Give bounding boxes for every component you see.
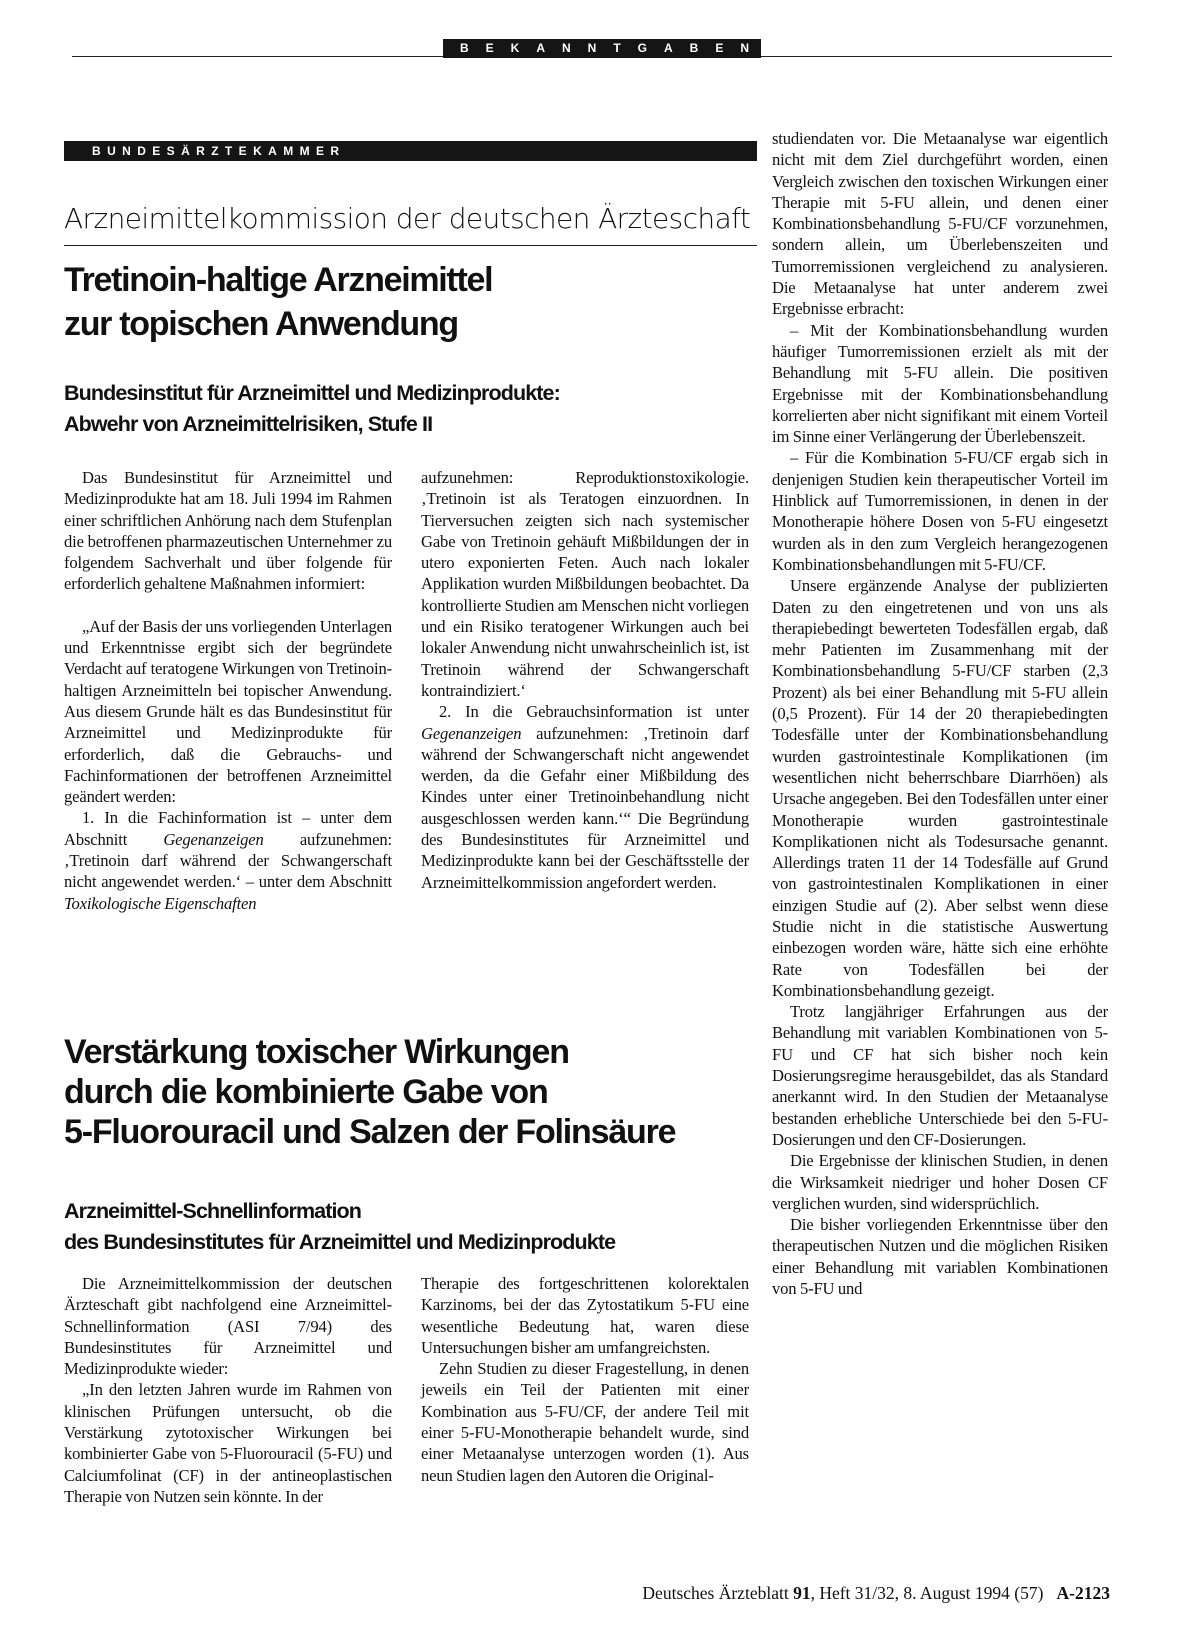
article1-paragraph: Das Bundesinstitut für Arzneimittel und Medizinprodukte hat am 18. Juli 1994 im Rahmen einer schriftlichen Anhörung nach dem Stufenplan die betroffenen pharmazeutischen Unternehmer zu folgendem Sachverhalt und über folgende für erforderlich gehaltene Maßnahmen informiert: bbox=[64, 468, 392, 594]
page-footer bbox=[560, 1583, 1110, 1604]
article1-subtitle bbox=[64, 378, 764, 440]
article2-subtitle bbox=[64, 1196, 764, 1258]
article1-title-line2: zur topischen Anwendung bbox=[64, 305, 458, 343]
article2-paragraph: – Mit der Kombinationsbehandlung wurden häufiger Tumorremissionen erzielt als mit der Behandlung mit 5-FU allein. Die positiven Ergebnisse mit der Kombinationsbehandlung korrelierten aber nicht signifikant mit einem Vorteil im Sinne einer Verlängerung der Überlebenszeit. bbox=[772, 320, 1108, 447]
article2-title-line1: Verstärkung toxischer Wirkungen bbox=[64, 1033, 569, 1071]
article1-column1 bbox=[64, 467, 392, 914]
article1-subtitle-line1: Bundesinstitut für Arzneimittel und Medizinprodukte: bbox=[64, 381, 560, 405]
article2-title-line2: durch die kombinierte Gabe von bbox=[64, 1073, 548, 1111]
article1-subtitle-line2: Abwehr von Arzneimittelrisiken, Stufe II bbox=[64, 412, 433, 436]
kicker-rule bbox=[64, 245, 757, 246]
article1-paragraph: aufzunehmen: Reproduktionstoxikologie. ‚Tretinoin ist als Teratogen einzuordnen. In Tierversuchen zeigten sich nach systemischer Gabe von Tretinoin gehäuft Mißbildungen der in utero exponierten Feten. Auch nach lokaler Applikation wurden Mißbildungen beobachtet. Da kontrollierte Studien am Menschen nicht vorliegen und ein Risiko teratogener Wirkungen auch bei lokaler Anwendung nicht unwahrscheinlich ist, ist Tretinoin während der Schwangerschaft kontraindiziert.‘ bbox=[421, 468, 749, 700]
text-run: aufzunehmen: ‚Tretinoin darf während der Schwangerschaft nicht angewendet werden, da die Gefahr einer Mißbildung des Kindes unter einer Tretinoinbehandlung nicht ausgeschlossen werden kann.‘“ Die Begründung des Bundesinstitutes für Arzneimittel und Medizinprodukte kann bei der Geschäftsstelle der Arzneimittelkommission angefordert werden. bbox=[421, 723, 749, 892]
article2-paragraph: Die Ergebnisse der klinischen Studien, in denen die Wirksamkeit niedriger und hoher Dosen CF verglichen wurden, sind widersprüchlich. bbox=[772, 1151, 1108, 1213]
article2-column3 bbox=[772, 128, 1108, 1299]
article1-kicker: Arzneimittelkommission der deutschen Ärzteschaft bbox=[64, 202, 751, 235]
article2-paragraph: studiendaten vor. Die Metaanalyse war eigentlich nicht mit dem Ziel durchgeführt worden, einen Vergleich zwischen den toxischen Wirkungen einer Therapie mit 5-FU allein, und denen einer Kombinationsbehandlung 5-FU/CF vorzunehmen, sondern allein, um Überlebenszeiten und Tumorremissionen vergleichend zu analysieren. Die Metaanalyse hat unter anderem zwei Ergebnisse erbracht: bbox=[772, 129, 1108, 319]
journal-name: Deutsches Ärzteblatt bbox=[642, 1583, 789, 1603]
article2-paragraph: „In den letzten Jahren wurde im Rahmen von klinischen Prüfungen untersucht, ob die Verstärkung zytotoxischer Wirkungen bei kombinierter Gabe von 5-Fluorouracil (5-FU) und Calciumfolinat (CF) in der antineoplastischen Therapie von Nutzen sein könnte. In der bbox=[64, 1380, 392, 1506]
issue-info: , Heft 31/32, 8. August 1994 (57) bbox=[810, 1583, 1044, 1603]
article2-title-line3: 5-Fluorouracil und Salzen der Folinsäure bbox=[64, 1113, 676, 1151]
text-run: 1. In die Fachinformation ist – unter dem Abschnitt bbox=[64, 808, 392, 849]
article2-paragraph: Die Arzneimittelkommission der deutschen Ärzteschaft gibt nachfolgend eine Arzneimittel-Schnellinformation (ASI 7/94) des Bundesinstitutes für Arzneimittel und Medizinprodukte wieder: bbox=[64, 1274, 392, 1379]
text-run: aufzunehmen: ‚Tretinoin darf während der Schwangerschaft nicht angewendet werden.‘ – unter dem Abschnitt bbox=[64, 829, 393, 892]
article2-column1 bbox=[64, 1273, 392, 1507]
article1-paragraph: „Auf der Basis der uns vorliegenden Unterlagen und Erkenntnisse ergibt sich der begründete Verdacht auf teratogene Wirkungen von Tretinoin-haltigen Arzneimitteln bei topischer Anwendung. Aus diesem Grunde hält es das Bundesinstitut für Arzneimittel und Medizinprodukte für erforderlich, daß die Gebrauchs- und Fachinformationen der betroffenen Arzneimittel geändert werden: bbox=[64, 616, 392, 807]
article1-paragraph bbox=[421, 701, 749, 893]
text-run: 2. In die Gebrauchsinformation ist unter bbox=[439, 702, 749, 722]
page-number: A-2123 bbox=[1056, 1583, 1110, 1603]
article2-subtitle-line1: Arzneimittel-Schnellinformation bbox=[64, 1199, 362, 1223]
article1-title-line1: Tretinoin-haltige Arzneimittel bbox=[64, 261, 493, 299]
italic-term: Gegenanzeigen bbox=[163, 829, 264, 849]
article1-title bbox=[64, 258, 764, 346]
italic-term: Gegenanzeigen bbox=[421, 723, 522, 743]
article2-subtitle-line2: des Bundesinstitutes für Arzneimittel und Medizinprodukte bbox=[64, 1230, 616, 1254]
article1-paragraph bbox=[64, 807, 392, 913]
article1-column2 bbox=[421, 467, 749, 893]
article2-paragraph: Die bisher vorliegenden Erkenntnisse über den therapeutischen Nutzen und die möglichen Risiken einer Behandlung mit variablen Kombinationen von 5-FU und bbox=[772, 1215, 1108, 1299]
article2-paragraph: Unsere ergänzende Analyse der publizierten Daten zu den eingetretenen und von uns als therapiebedingt bewerteten Todesfällen ergab, daß mehr Patienten im Zusammenhang mit der Kombinationsbehandlung 5-FU/CF starben (2,3 Prozent) als bei einer Behandlung mit 5-FU allein (0,5 Prozent). Für 14 der 20 therapiebedingten Todesfälle unter der Kombinationsbehandlung wurden gastrointestinale Komplikationen (im wesentlichen nicht beherrschbare Diarrhöen) als Ursache angegeben. Bei den Todesfällen unter einer Monotherapie wurden gastrointestinale Komplikationen nicht als Todesursache genannt. Allerdings traten 11 der 14 Todesfälle auf Grund von gastrointestinalen Komplikationen in einer einzigen Studie auf (2). Aber selbst wenn diese Studie nicht in die statistische Auswertung einbezogen worden wäre, hätte sich eine erhöhte Rate von Todesfällen bei der Kombinationsbehandlung gezeigt. bbox=[772, 576, 1108, 1000]
article2-paragraph: – Für die Kombination 5-FU/CF ergab sich in denjenigen Studien kein therapeutischer Vorteil im Hinblick auf Tumorremissionen, in denen in der Monotherapie höhere Dosen von 5-FU eingesetzt wurden als in den zum Vergleich herangezogenen Kombinationsbehandlungen mit 5-FU/CF. bbox=[772, 448, 1108, 574]
article2-title bbox=[64, 1032, 764, 1152]
article2-column2 bbox=[421, 1273, 749, 1486]
italic-term: Toxikologische Eigenschaften bbox=[64, 893, 257, 913]
article2-paragraph: Therapie des fortgeschrittenen kolorektalen Karzinoms, bei der das Zytostatikum 5-FU eine wesentliche Bedeutung hat, waren diese Untersuchungen bisher am umfangreichsten. bbox=[421, 1274, 749, 1357]
volume-number: 91 bbox=[793, 1583, 811, 1603]
category-label: BUNDESÄRZTEKAMMER bbox=[92, 144, 346, 158]
section-bar: BEKANNTGABEN bbox=[443, 39, 761, 58]
article2-paragraph: Trotz langjähriger Erfahrungen aus der Behandlung mit variablen Kombinationen von 5-FU und CF hat sich bisher noch kein Dosierungsregime herausgebildet, das als Standard anerkannt wird. In den Studien der Metaanalyse bestanden erhebliche Unterschiede bei den 5-FU-Dosierungen und den CF-Dosierungen. bbox=[772, 1002, 1108, 1149]
category-bar bbox=[64, 141, 757, 161]
article2-paragraph: Zehn Studien zu dieser Fragestellung, in denen jeweils ein Teil der Patienten mit einer Kombination aus 5-FU/CF, der andere Teil mit einer 5-FU-Monotherapie behandelt wurde, sind einer Metaanalyse unterzogen worden (1). Aus neun Studien lagen den Autoren die Original- bbox=[421, 1359, 749, 1485]
